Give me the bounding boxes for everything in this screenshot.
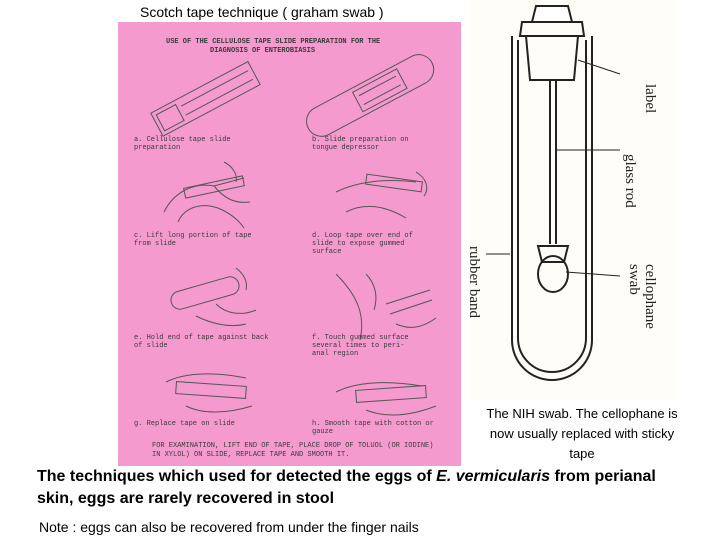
step-h-label: h. Smooth tape with cotton or gauze <box>312 420 434 436</box>
figure-heading-line1: USE OF THE CELLULOSE TAPE SLIDE PREPARATION FOR THE <box>166 38 381 46</box>
figure-footer-line1: FOR EXAMINATION, LIFT END OF TAPE, PLACE DROP OF TOLUOL (OR IODINE) <box>152 442 434 450</box>
step-d-label: d. Loop tape over end of slide to expose gummed surface <box>312 232 413 256</box>
tongue-depressor-illustration <box>296 50 446 140</box>
step-a-label: a. Cellulose tape slide preparation <box>134 136 231 152</box>
hand-lift-tape-illustration <box>154 152 264 230</box>
tape-slide-illustration <box>140 58 270 138</box>
step-e-label: e. Hold end of tape against back of slide <box>134 334 269 350</box>
main-statement-part1: The techniques which used for detected the eggs of <box>37 468 437 485</box>
graham-swab-figure <box>118 22 461 466</box>
hand-smooth-tape-illustration <box>326 362 446 422</box>
main-statement <box>37 466 687 510</box>
swab-caption: The NIH swab. The cellophane is now usually replaced with sticky tape <box>486 406 678 461</box>
species-name: E. vermicularis <box>436 468 551 485</box>
step-b-label: b. Slide preparation on tongue depressor <box>312 136 409 152</box>
label-callout: label <box>642 84 658 114</box>
perianal-touch-illustration <box>326 254 446 344</box>
hand-replace-tape-illustration <box>156 362 266 422</box>
cellophane-swab-callout: cellophane swab <box>626 264 658 329</box>
nih-swab-figure <box>466 0 676 400</box>
step-f-label: f. Touch gummed surface several times to peri- anal region <box>312 334 409 358</box>
step-c-label: c. Lift long portion of tape from slide <box>134 232 252 248</box>
hand-hold-tape-illustration <box>156 254 266 334</box>
page-title: Scotch tape technique ( graham swab ) <box>140 4 384 20</box>
rubber-band-callout: rubber band <box>466 246 482 319</box>
step-g-label: g. Replace tape on slide <box>134 420 235 428</box>
hand-loop-tape-illustration <box>326 152 436 230</box>
figure-heading-line2: DIAGNOSIS OF ENTEROBIASIS <box>210 47 316 55</box>
figure-footer-line2: IN XYLOL) ON SLIDE, REPLACE TAPE AND SMOOTH IT. <box>152 451 350 459</box>
note-text: Note : eggs can also be recovered from under the finger nails <box>39 519 419 535</box>
main-statement-part2: from perianal skin, eggs are rarely recovered in stool <box>37 468 656 507</box>
glass-rod-callout: glass rod <box>622 154 638 208</box>
